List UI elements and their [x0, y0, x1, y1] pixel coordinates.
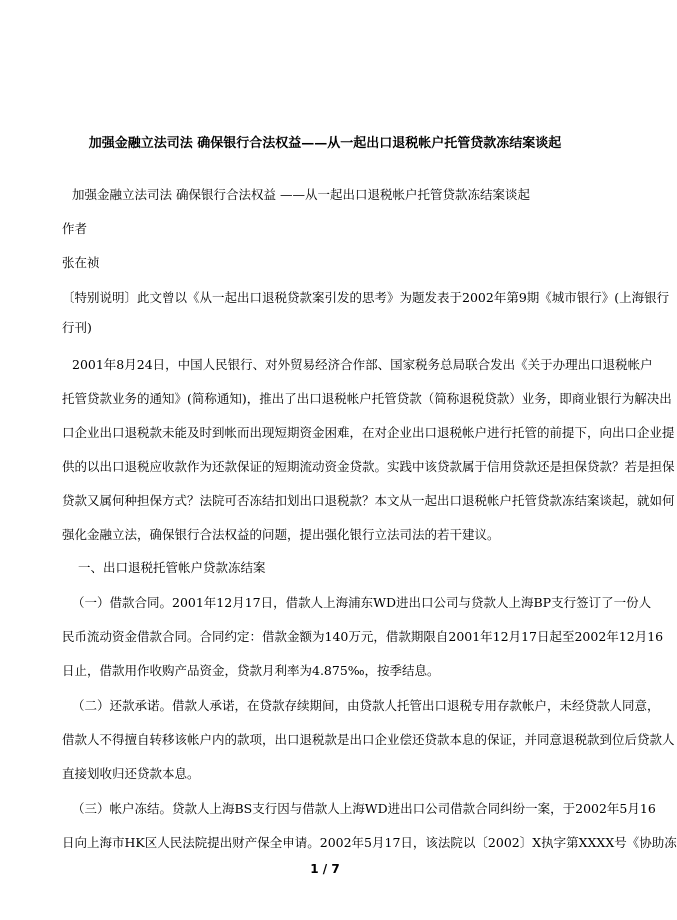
- special-note-line-1: 〔特别说明〕此文曾以《从一起出口退税贷款案引发的思考》为题发表于2002年第9期《城市银行》(上海银行: [62, 290, 670, 305]
- para1-line-2: 托管贷款业务的通知》(简称通知)，推出了出口退税帐户托管贷款（简称退税贷款）业务，即商业银行为解决出: [62, 391, 672, 406]
- heading-repeat: 加强金融立法司法 确保银行合法权益 ——从一起出口退税帐户托管贷款冻结案谈起: [72, 187, 530, 202]
- para4-line-1: （三）帐户冻结。贷款人上海BS支行因与借款人上海WD进出口公司借款合同纠纷一案，于2002年5月16: [72, 801, 656, 816]
- section-heading: 一、出口退税托管帐户贷款冻结案: [78, 560, 266, 575]
- author-name: 张在祯: [62, 255, 100, 270]
- author-label: 作者: [62, 221, 88, 236]
- page-number: 1 / 7: [310, 862, 340, 876]
- para2-line-2: 民币流动资金借款合同。合同约定：借款金额为140万元，借款期限自2001年12月17日起至2002年12月16: [62, 629, 664, 644]
- para1-line-4: 供的以出口退税应收款作为还款保证的短期流动资金贷款。实践中该贷款属于信用贷款还是担保贷款？若是担保: [62, 459, 675, 474]
- para3-line-1: （二）还款承诺。借款人承诺，在贷款存续期间，由贷款人托管出口退税专用存款帐户，未经贷款人同意，: [72, 698, 660, 713]
- special-note-line-2: 行刊): [62, 320, 92, 335]
- para1-line-6: 强化金融立法，确保银行合法权益的问题，提出强化银行立法司法的若干建议。: [62, 527, 500, 542]
- document-title: 加强金融立法司法 确保银行合法权益——从一起出口退税帐户托管贷款冻结案谈起: [88, 136, 562, 151]
- para3-line-2: 借款人不得擅自转移该帐户内的款项，出口退税款是出口企业偿还贷款本息的保证，并同意退税款到位后贷款人: [62, 732, 675, 747]
- para1-line-1: 2001年8月24日，中国人民银行、对外贸易经济合作部、国家税务总局联合发出《关于办理出口退税帐户: [72, 357, 653, 372]
- para4-line-2: 日向上海市HK区人民法院提出财产保全申请。2002年5月17日，该法院以〔2002〕X执字第XXXX号《协助冻: [62, 835, 677, 850]
- para2-line-1: （一）借款合同。2001年12月17日，借款人上海浦东WD进出口公司与贷款人上海BP支行签订了一份人: [72, 595, 652, 610]
- para3-line-3: 直接划收归还贷款本息。: [62, 766, 200, 781]
- para1-line-5: 贷款又属何种担保方式？法院可否冻结扣划出口退税款？本文从一起出口退税帐户托管贷款冻结案谈起，就如何: [62, 493, 675, 508]
- para1-line-3: 口企业出口退税款未能及时到帐而出现短期资金困难，在对企业出口退税帐户进行托管的前提下，向出口企业提: [62, 425, 675, 440]
- para2-line-3: 日止，借款用作收购产品资金，贷款月利率为4.875‰，按季结息。: [62, 663, 440, 678]
